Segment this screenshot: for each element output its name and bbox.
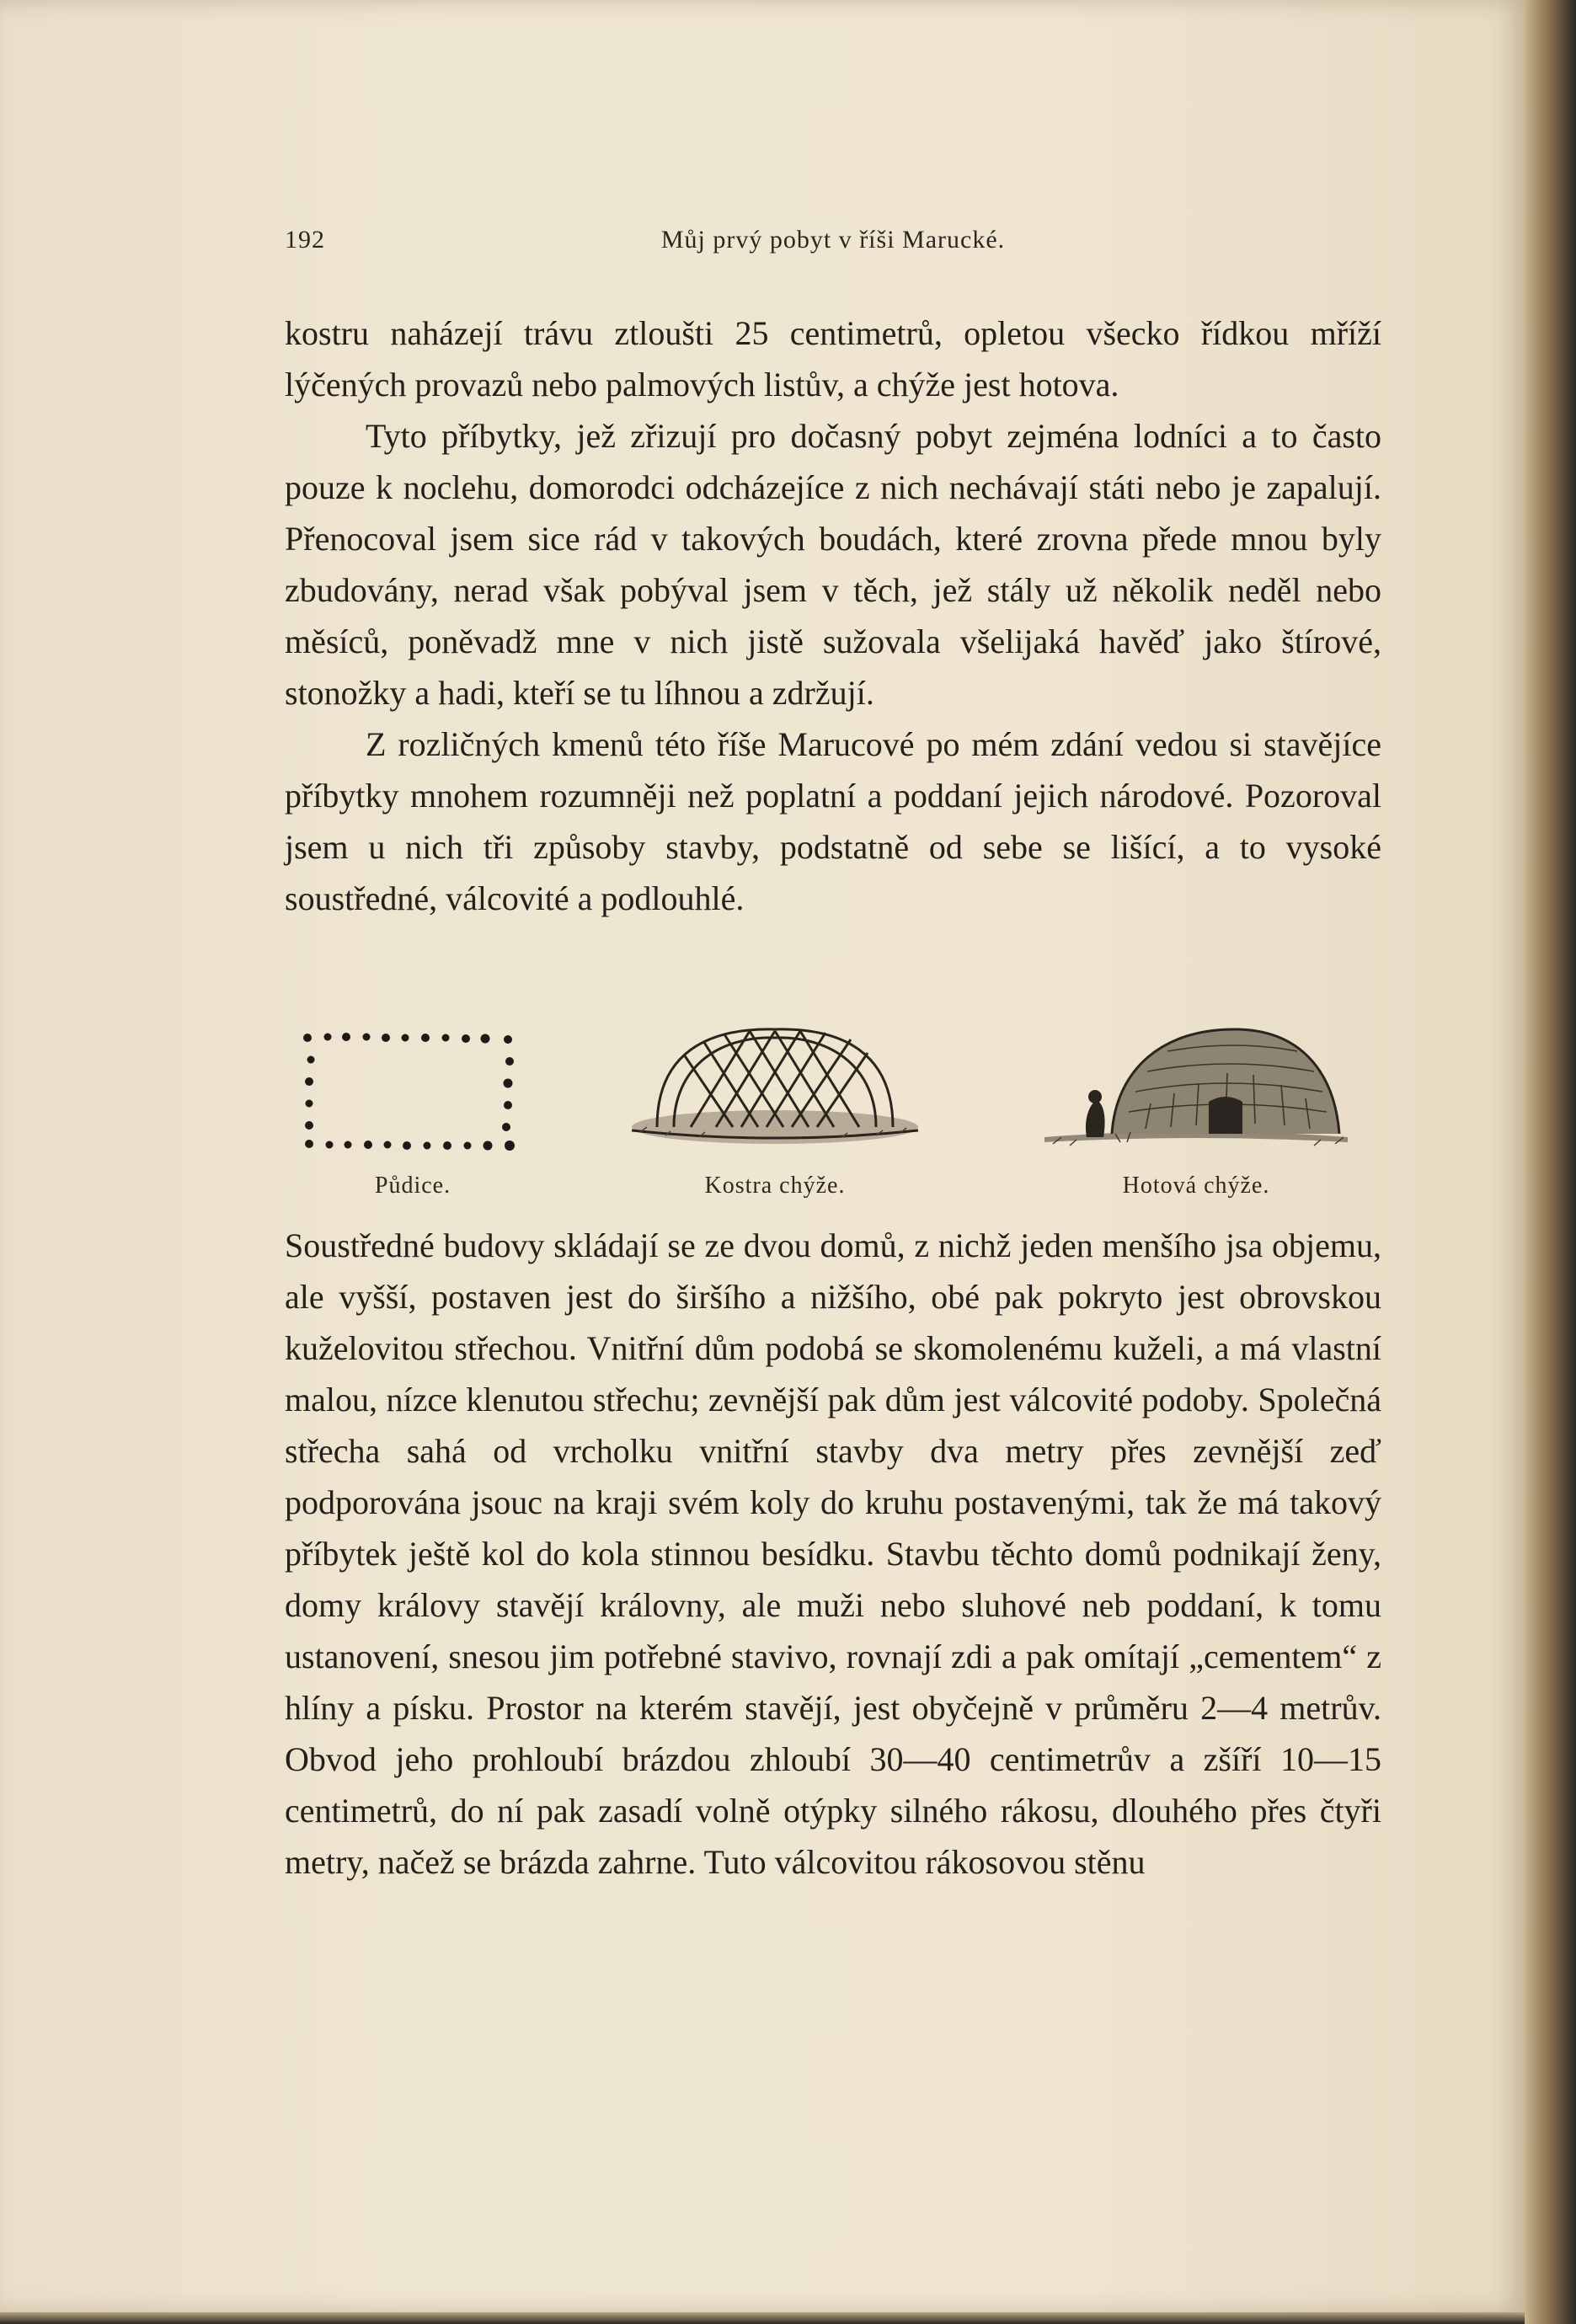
paragraph-tribes: Z rozličných kmenů této říše Marucové po mém zdání vedou si stavějíce příbytky mnohem rozumněji než poplatní a poddaní jejich národové. Pozoroval jsem u nich tři způsoby stavby, podstatně od sebe se lišící, a to vysoké soustředné, válcovité a podlouhlé. <box>285 725 1381 917</box>
caption-ground-plan: Půdice. <box>374 1173 451 1199</box>
page-header <box>285 226 1381 259</box>
caption-hut-skeleton: Kostra chýže. <box>704 1173 846 1199</box>
text-block-bottom <box>285 1220 1381 1888</box>
page-number: 192 <box>285 226 325 254</box>
text-block-top <box>285 307 1381 924</box>
finished-hut-illustration <box>1036 1019 1356 1162</box>
page-bottom-edge <box>0 2312 1525 2324</box>
figure-finished-hut <box>1036 1019 1356 1205</box>
caption-finished-hut: Hotová chýže. <box>1122 1173 1270 1199</box>
paragraph-continuation: kostru naházejí trávu ztloušti 25 centimetrů, opletou všecko řídkou mříží lýčených provazů nebo palmových listův, a chýže jest hotova. <box>285 314 1381 403</box>
figure-hut-skeleton <box>623 1019 927 1205</box>
ground-plan-illustration <box>299 1019 526 1162</box>
running-title: Můj prvý pobyt v říši Marucké. <box>660 226 1006 254</box>
paragraph-concentric-buildings: Soustředné budovy skládají se ze dvou domů, z nichž jeden menšího jsa objemu, ale vyšší, postaven jest do širšího a nižšího, obé pak pokryto jest obrovskou kuželovitou střechou. Vnitřní dům podobá se skomolenému kuželi, a má vlastní malou, nízce klenutou střechu; zevnější pak dům jest válcovité podoby. Společná střecha sahá od vrcholku vnitřní stavby dva metry přes zevnější zeď podporována jsouc na kraji svém koly do kruhu postavenými, tak že má takový příbytek ještě kol do kola stinnou besídku. Stavbu těchto domů podnikají ženy, domy královy stavějí královny, ale muži nebo sluhové neb poddaní, k tomu ustanovení, snesou jim potřebné stavivo, rovnají zdi a pak omítají „cementem“ z hlíny a písku. Prostor na kterém stavějí, jest obyčejně v průměru 2—4 metrův. Obvod jeho prohloubí brázdou zhloubí 30—40 centimetrův a zšíří 10—15 centimetrů, do ní pak zasadí volně otýpky silného rákosu, dlouhého přes čtyři metry, načež se brázda zahrne. Tuto válcovitou rákosovou stěnu <box>285 1226 1381 1881</box>
paragraph-dwellings: Tyto příbytky, jež zřizují pro dočasný pobyt zejména lodníci a to často pouze k noclehu, domorodci odcházejíce z nich nechávají státi nebo je zapalují. Přenocoval jsem sice rád v takových boudách, které zrovna přede mnou byly zbudovány, nerad však pobýval jsem v těch, jež stály už několik neděl nebo měsíců, poněvadž mne v nich jistě sužovala všelijaká havěď jako štírové, stonožky a hadi, kteří se tu líhnou a zdržují. <box>285 417 1381 712</box>
book-spine-shadow <box>1525 0 1576 2324</box>
figure-ground-plan <box>299 1019 526 1205</box>
hut-skeleton-illustration <box>623 1019 927 1162</box>
